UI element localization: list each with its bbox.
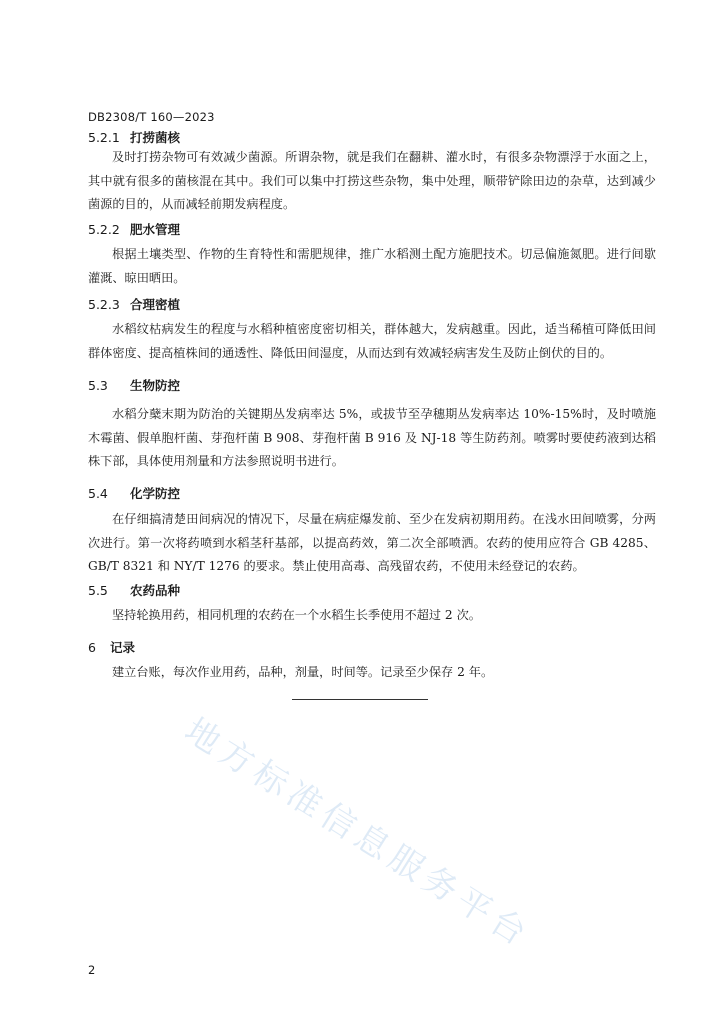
section-heading-5-2-2	[88, 220, 180, 238]
paragraph: 及时打捞杂物可有效减少菌源。所谓杂物，就是我们在翻耕、灌水时，有很多杂物漂浮于水面之上，其中就有很多的菌核混在其中。我们可以集中打捞这些杂物，集中处理，顺带铲除田边的杂草，达到减少菌源的目的，从而减轻前期发病程度。	[88, 150, 656, 211]
paragraph: 建立台账，每次作业用药，品种，剂量，时间等。记录至少保存 2 年。	[112, 665, 494, 679]
section-heading-5-4	[88, 484, 180, 502]
section-heading-5-2-1	[88, 128, 180, 146]
paragraph: 水稻纹枯病发生的程度与水稻种植密度密切相关，群体越大，发病越重。因此，适当稀植可降低田间群体密度、提高植株间的通透性、降低田间湿度，从而达到有效减轻病害发生及防止倒伏的目的。	[88, 322, 656, 360]
section-number: 5.2.2	[88, 222, 120, 237]
section-heading-5-3	[88, 376, 180, 394]
section-heading-6	[88, 638, 135, 656]
section-title: 农药品种	[130, 583, 181, 598]
paragraph: 水稻分蘖末期为防治的关键期丛发病率达 5%，或拔节至孕穗期丛发病率达 10%-15%时，及时喷施木霉菌、假单胞杆菌、芽孢杆菌 B 908、芽孢杆菌 B 916 及 NJ-18 等生防药剂。喷雾时要使药液到达稻株下部，具体使用剂量和方法参照说明书进行。	[88, 407, 656, 468]
section-heading-5-5	[88, 581, 180, 599]
section-number: 5.4	[88, 486, 108, 501]
section-number: 5.3	[88, 378, 108, 393]
section-number: 6	[88, 640, 96, 655]
section-number: 5.2.3	[88, 297, 120, 312]
paragraph: 在仔细搞清楚田间病况的情况下，尽量在病症爆发前、至少在发病初期用药。在浅水田间喷雾，分两次进行。第一次将药喷到水稻茎秆基部，以提高药效，第二次全部喷洒。农药的使用应符合 GB 4285、GB/T 8321 和 NY/T 1276 的要求。禁止使用高毒、高残留农药，不使用未经登记的农药。	[88, 512, 656, 573]
section-heading-5-2-3	[88, 295, 180, 313]
section-title: 化学防控	[130, 486, 181, 501]
end-of-document-rule	[292, 699, 428, 700]
watermark: 地方标准信息服务平台	[177, 710, 538, 957]
section-title: 合理密植	[130, 297, 181, 312]
section-title: 生物防控	[130, 378, 181, 393]
section-title: 记录	[110, 640, 136, 655]
section-number: 5.5	[88, 583, 108, 598]
section-title: 肥水管理	[130, 222, 181, 237]
page-number: 2	[88, 963, 96, 977]
document-code: DB2308/T 160—2023	[88, 110, 215, 124]
section-title: 打捞菌核	[130, 130, 181, 145]
paragraph: 根据土壤类型、作物的生育特性和需肥规律，推广水稻测土配方施肥技术。切忌偏施氮肥。进行间歇灌溉、晾田晒田。	[88, 247, 656, 285]
section-number: 5.2.1	[88, 130, 120, 145]
paragraph: 坚持轮换用药，相同机理的农药在一个水稻生长季使用不超过 2 次。	[112, 608, 481, 622]
